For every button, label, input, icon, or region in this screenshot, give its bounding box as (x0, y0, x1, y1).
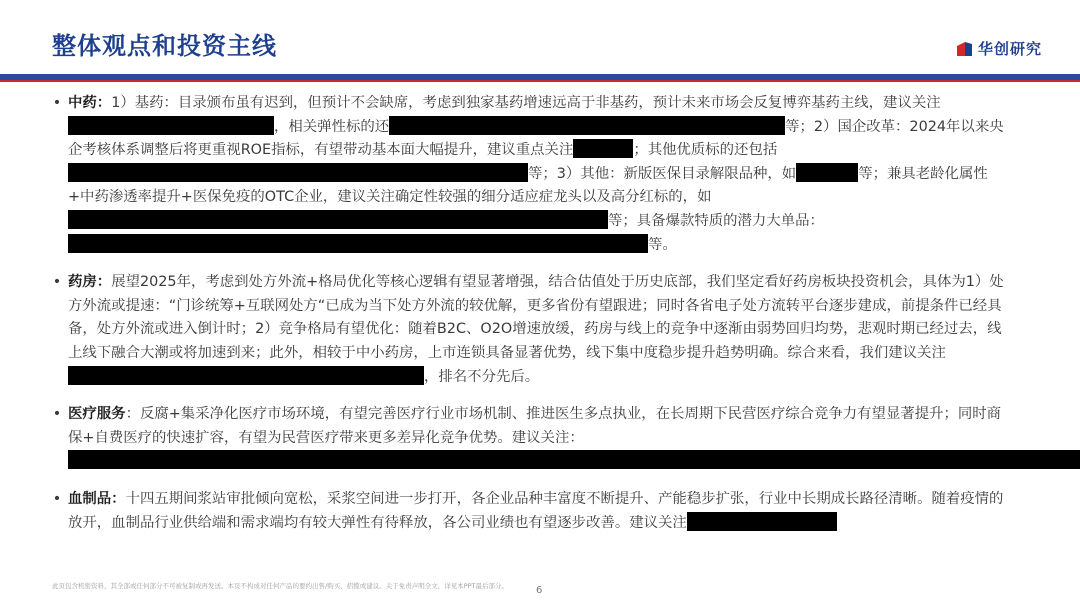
section-text: 等；兼具老龄化属性+中药渗透率提升+医保免疫的OTC企业，建议关注确定性较强的细分适应症龙头以及高分红标的，如 (68, 165, 988, 206)
redaction-block (389, 116, 785, 135)
section-text: ：反腐+集采净化医疗市场环境，有望完善医疗行业市场机制、推进医生多点执业，在长周期下民营医疗综合竞争力有望显著提升；同时商保+自费医疗的快速扩容，有望为民营医疗带来更多差异化竞争优势。建议关注： (68, 406, 1002, 446)
section-text: ；其他优质标的还包括 (633, 142, 778, 159)
bullet-icon: • (52, 95, 62, 111)
section-text: 展望2025年，考虑到处方外流+格局优化等核心逻辑有望显著增强，结合估值处于历史底部，我们坚定看好药房板块投资机会，具体为1）处方外流或提速：“门诊统筹+互联网处方“已成为当下处方外流的较优解，更多省份有望跟进；同时各省电子处方流转平台逐步建成，前提条件已经具备，处方外流或进入倒计时；2）竞争格局有望优化：随着B2C、O2O增速放缓，药房与线上的竞争中逐渐由弱势回归均势，悲观时期已经过去，线上线下融合大潮或将加速到来；此外，相较于中小药房，上市连锁具备显著优势，线下集中度稳步提升趋势明确。综合来看，我们建议关注 (68, 274, 1004, 361)
bullet-icon: • (52, 490, 62, 507)
bullet-icon: • (52, 406, 62, 423)
page-title: 整体观点和投资主线 (52, 32, 277, 60)
section-tcm (52, 92, 1012, 257)
logo-text: 华创研究 (977, 40, 1042, 58)
redaction-block (68, 366, 424, 385)
redaction-block (687, 512, 837, 531)
section-text: ，相关弹性标的还 (274, 118, 390, 135)
logo-icon (955, 40, 973, 58)
section-text: 等。 (648, 236, 677, 253)
redaction-block (68, 234, 648, 253)
section-text: 十四五期间浆站审批倾向宽松，采浆空间进一步打开，各企业品种丰富度不断提升、产能稳步扩张，行业中长期成长路径清晰。随着疫情的放开，血制品行业供给端和需求端均有较大弹性有待释放，各公司业绩也有望逐步改善。建议关注 (68, 490, 1004, 531)
section-text: 等；具备爆款特质的潜力大单品： (608, 212, 824, 229)
redaction-block (68, 116, 274, 135)
section-blood-products (52, 488, 1012, 535)
section-label: 中药： (68, 95, 112, 111)
redaction-block (68, 450, 1080, 469)
disclaimer-text: 此页包含机密资料，其全部或任何部分不可被复制或再发送。本页不构成对任何产品的要约出售/购买、招揽或建议。关于免责声明全文，详见本PPT最后部分。 (52, 582, 508, 590)
section-text: 等；2）国企改革：2024年以来央企考核体系调整后将更重视ROE指标，有望带动基本面大幅提升，建议重点关注 (68, 118, 1004, 159)
section-label: 医疗服务 (68, 406, 126, 423)
section-pharmacy (52, 271, 1012, 389)
bullet-icon: • (52, 274, 62, 291)
section-label: 药房： (68, 274, 112, 291)
section-medical-services (52, 403, 1012, 474)
page-number: 6 (536, 585, 543, 596)
redaction-block (573, 139, 633, 158)
header-divider-red (0, 80, 1080, 82)
redaction-block (68, 163, 528, 182)
redaction-block (68, 210, 608, 229)
section-text: 等；3）其他：新版医保目录解限品种，如 (528, 165, 797, 182)
brand-logo (955, 38, 1042, 59)
section-text: ，排名不分先后。 (424, 368, 540, 385)
redaction-block (796, 163, 858, 182)
content-body (52, 92, 1012, 549)
section-label: 血制品： (68, 490, 126, 507)
section-text: 1）基药：目录颁布虽有迟到，但预计不会缺席，考虑到独家基药增速远高于非基药，预计未来市场会反复博弈基药主线，建议关注 (111, 95, 941, 111)
